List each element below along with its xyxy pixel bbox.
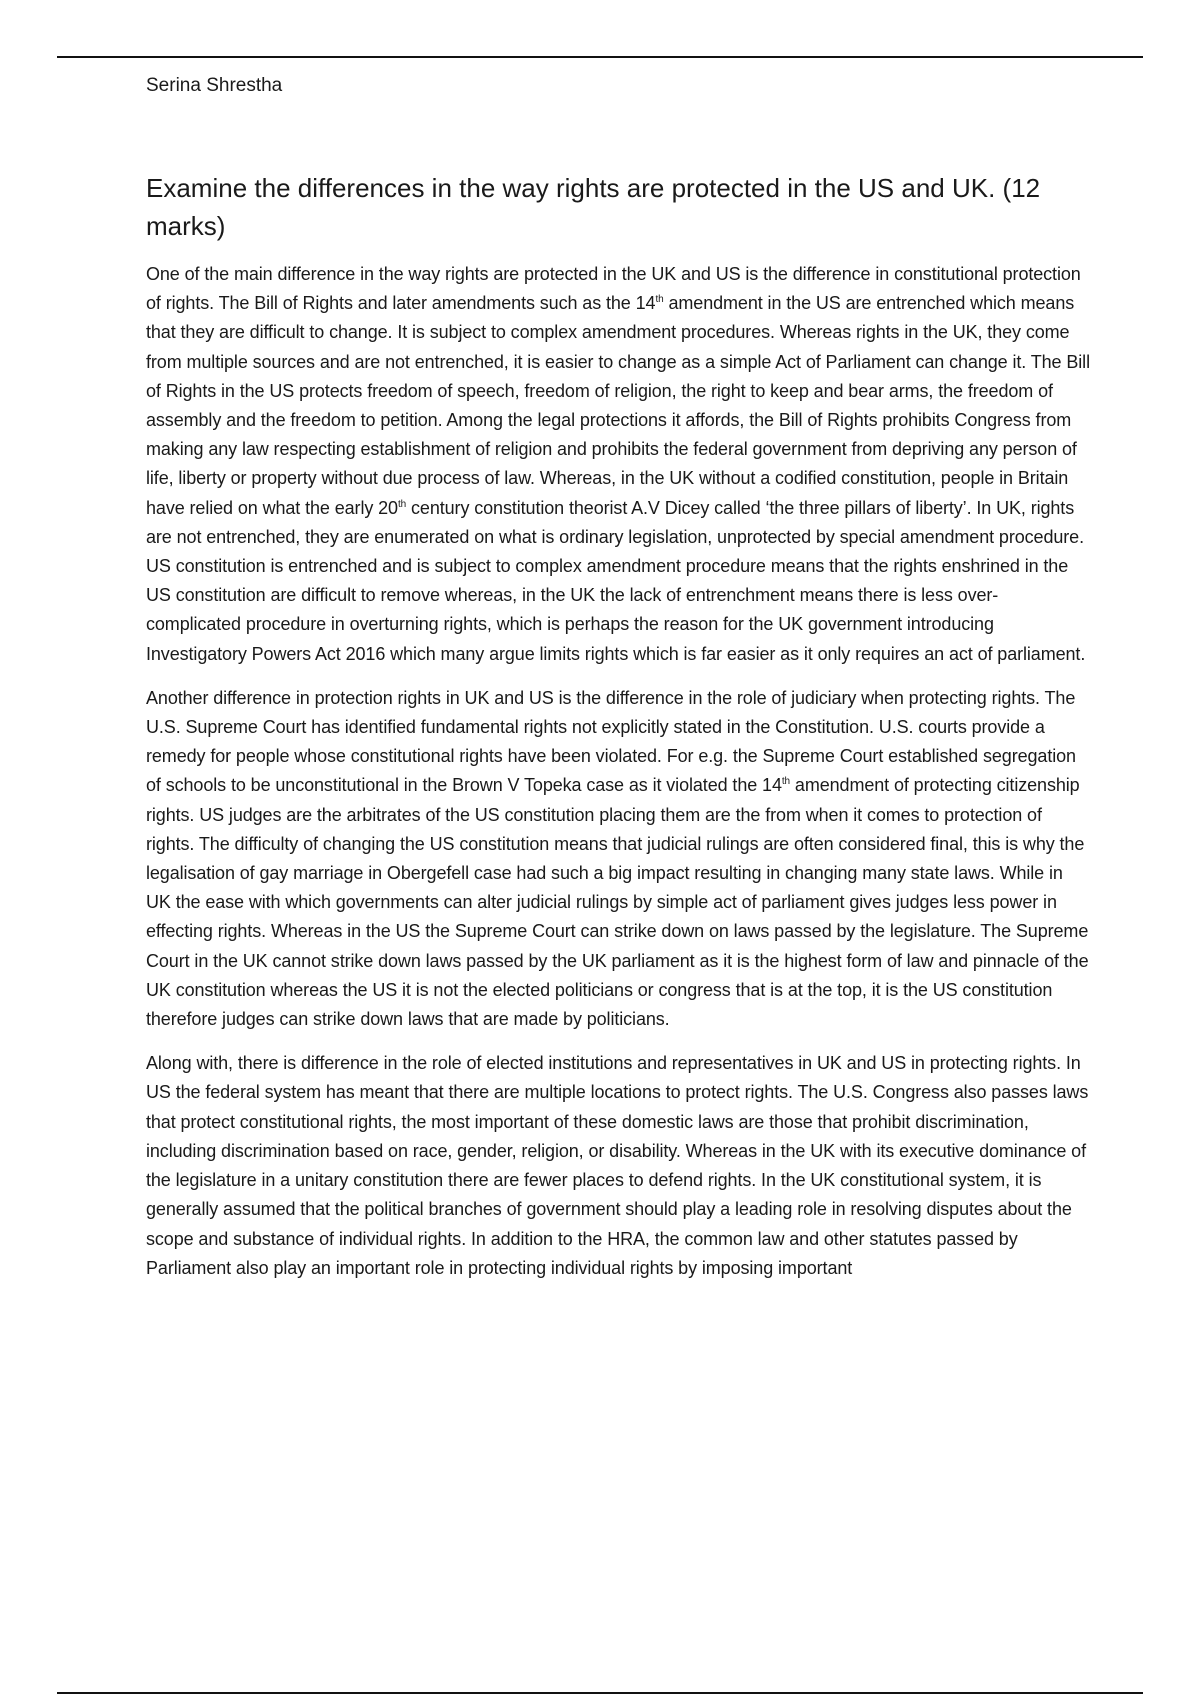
document-body [146,72,1090,1298]
author-name: Serina Shrestha [146,75,283,96]
ordinal-suffix: th [397,498,407,510]
ordinal-suffix: th [655,294,664,306]
essay-title: Examine the differences in the way rights are protected in the US and UK. (12 marks) [146,173,1041,241]
paragraph-2 [146,684,1090,1034]
bottom-rule [57,1692,1143,1694]
paragraph-3 [146,1049,1090,1283]
ordinal-suffix: th [781,776,791,788]
paragraph-text: amendment in the US are entrenched which means that they are difficult to change. It is subject to complex amendment procedures. Whereas rights in the UK, they come from multiple sources and are not entrenched, it is easier to change as a simple Act of Parliament can change it. The Bill of Rights in the US protects freedom of speech, freedom of religion, the right to keep and bear arms, the freedom of assembly and the freedom to petition. Among the legal protections it affords, the Bill of Rights prohibits Congress from making any law respecting establishment of religion and prohibits the federal government from depriving any person of life, liberty or property without due process of law. Whereas, in the UK without a codified constitution, people in Britain have relied on what the early 20 [146,293,1090,518]
top-rule [57,56,1143,58]
paragraph-text: One of the main difference in the way rights are protected in the UK and US is the difference in constitutional protection of rights. The Bill of Rights and later amendments such as the 14 [146,264,1081,314]
paragraph-text: century constitution theorist A.V Dicey called ‘the three pillars of liberty’. In UK, rights are not entrenched, they are enumerated on what is ordinary legislation, unprotected by special amendment procedure. US constitution is entrenched and is subject to complex amendment procedure means that the rights enshrined in the US constitution are difficult to remove whereas, in the UK the lack of entrenchment means there is less over-complicated procedure in overturning rights, which is perhaps the reason for the UK government introducing Investigatory Powers Act 2016 which many argue limits rights which is far easier as it only requires an act of parliament. [146,497,1086,664]
paragraph-1 [146,260,1090,669]
paragraph-text: Along with, there is difference in the role of elected institutions and representatives in UK and US in protecting rights. In US the federal system has meant that there are multiple locations to protect rights. The U.S. Congress also passes laws that protect constitutional rights, the most important of these domestic laws are those that prohibit discrimination, including discrimination based on race, gender, religion, or disability. Whereas in the UK with its executive dominance of the legislature in a unitary constitution there are fewer places to defend rights. In the UK constitutional system, it is generally assumed that the political branches of government should play a leading role in resolving disputes about the scope and substance of individual rights. In addition to the HRA, the common law and other statutes passed by Parliament also play an important role in protecting individual rights by imposing important [146,1053,1089,1278]
paragraph-text: amendment of protecting citizenship rights. US judges are the arbitrates of the US constitution placing them are the from when it comes to protection of rights. The difficulty of changing the US constitution means that judicial rulings are often considered final, this is why the legalisation of gay marriage in Obergefell case had such a big impact resulting in changing many state laws. While in UK the ease with which governments can alter judicial rulings by simple act of parliament gives judges less power in effecting rights. Whereas in the US the Supreme Court can strike down on laws passed by the legislature. The Supreme Court in the UK cannot strike down laws passed by the UK parliament as it is the highest form of law and pinnacle of the UK constitution whereas the US it is not the elected politicians or congress that is at the top, it is the US constitution therefore judges can strike down laws that are made by politicians. [146,775,1089,1030]
paragraph-text: Another difference in protection rights in UK and US is the difference in the role of judiciary when protecting rights. The U.S. Supreme Court has identified fundamental rights not explicitly stated in the Constitution. U.S. courts provide a remedy for people whose constitutional rights have been violated. For e.g. the Supreme Court established segregation of schools to be unconstitutional in the Brown V Topeka case as it violated the 14 [146,687,1076,796]
